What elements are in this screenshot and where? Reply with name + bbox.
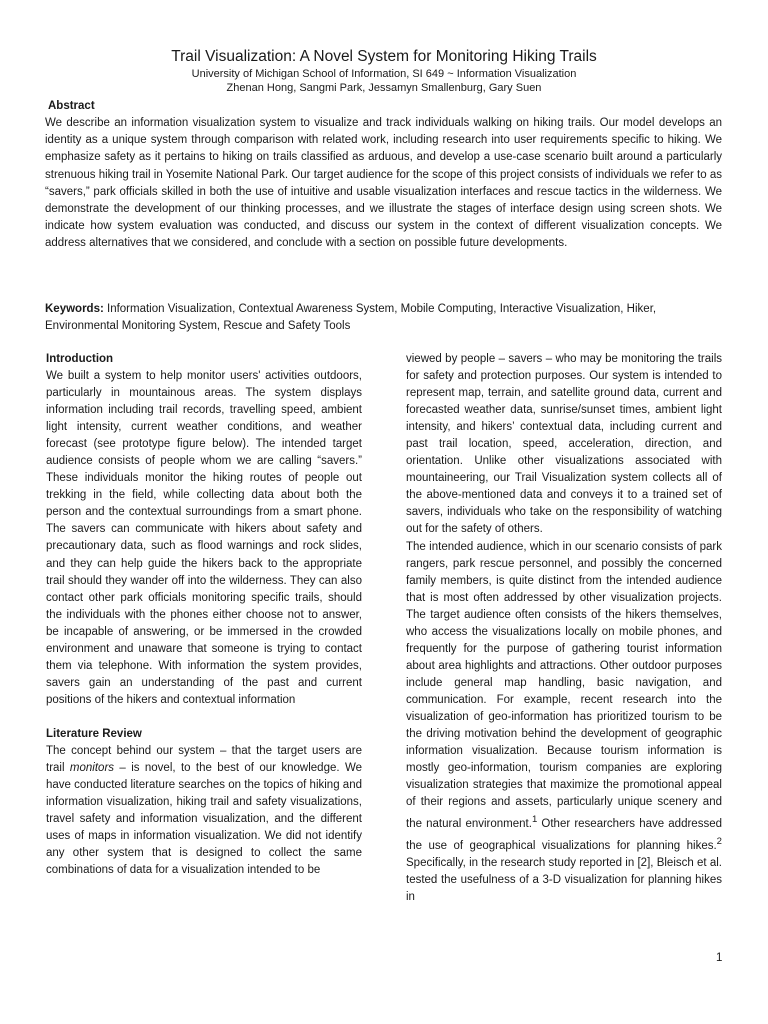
right-para-2-text-2: Other researchers have addressed the use of geographical visualizations for planning hikes. bbox=[406, 818, 722, 852]
literature-review-text bbox=[46, 743, 362, 879]
paper-title: Trail Visualization: A Novel System for Monitoring Hiking Trails bbox=[171, 48, 597, 65]
footnote-ref-2: 2 bbox=[716, 836, 722, 848]
right-para-2 bbox=[406, 539, 722, 907]
right-column bbox=[406, 351, 722, 906]
affiliation: University of Michigan School of Information, SI 649 ~ Information Visualization bbox=[191, 68, 577, 80]
footnote-ref-1: 1 bbox=[531, 814, 538, 826]
right-para-1: viewed by people – savers – who may be monitoring the trails for safety and protection purposes. Our system is intended to represent map, terrain, and satellite ground data, current and forecasted weather data, sunrise/sunset times, ambient light intensity, and hikers’ contextual data, including current and past trail location, speed, acceleration, direction, and orientation. Unlike other visualizations associated with mountaineering, our Trail Visualization system collects all of the above-mentioned data and conveys it to a trained set of savers, individuals who take on the responsibility of watching out for the safety of others. bbox=[406, 353, 722, 536]
left-column bbox=[46, 351, 362, 879]
keywords-text: Information Visualization, Contextual Awareness System, Mobile Computing, Interactive Visualization, Hiker, Environmental Monitoring System, Rescue and Safety Tools bbox=[45, 303, 657, 332]
lit-text-1: The concept behind our system – that the target users are trail bbox=[46, 744, 362, 774]
keywords bbox=[45, 301, 725, 335]
keywords-label: Keywords: bbox=[45, 303, 104, 315]
abstract-heading: Abstract bbox=[48, 100, 95, 112]
lit-italic: monitors bbox=[69, 761, 115, 774]
authors: Zhenan Hong, Sangmi Park, Jessamyn Smallenburg, Gary Suen bbox=[226, 82, 542, 94]
introduction-text: We built a system to help monitor users' activities outdoors, particularly in mountainous areas. The system displays information including trail records, travelling speed, ambient light intensity, current weather conditions, and weather forecast (see prototype figure below). The intended target audience consists of people whom we are calling “savers.” These individuals monitor the hiking routes of people out trekking in the field, while collecting data about both the person and the contextual surroundings from a smart phone. The savers can communicate with hikers about safety and precautionary data, such as flood warnings and rock slides, and they can help guide the hikers back to the appropriate trail should they wander off into the wilderness. They can also contact other park officials monitoring specific trails, should the individuals with the phones either choose not to answer, be incapable of answering, or be immersed in the crowded environment and unaware that someone is trying to contact them via telephone. With information the system provides, savers gain an understanding of the past and current positions of the hikers and contextual information bbox=[46, 370, 362, 706]
introduction-heading: Introduction bbox=[46, 353, 114, 365]
page-number: 1 bbox=[716, 952, 723, 964]
abstract-text: We describe an information visualization system to visualize and track individuals walking on hiking trails. Our model develops an identity as a unique system through comparison with related work, including research into user requirements specific to hiking. We emphasize safety as it pertains to hiking on trails classified as arduous, and develop a use-case scenario built around a particularly strenuous hiking trail in Yosemite National Park. Our target audience for the scope of this project consists of individuals we refer to as “savers,” park officials skilled in both the use of intuitive and usable visualization interfaces and rescue tactics in the wilderness. We demonstrate the development of our thinking processes, and we illustrate the stages of interface design using screen shots. We indicate how system evaluation was conducted, and discuss our system in the context of different visualization concepts. We address alternatives that we considered, and conclude with a section on possible future developments. bbox=[45, 117, 722, 250]
lit-text-2: – is novel, to the best of our knowledge. We have conducted literature searches on the topics of hiking and information visualization, hiking trail and safety visualizations, travel safety and information visualization, and the different uses of maps in information visualization. We did not identify any other system that is designed to collect the same combinations of data for a visualization intended to be bbox=[46, 761, 362, 877]
right-para-2-text-1: The intended audience, which in our scenario consists of park rangers, park rescue personnel, and possibly the concerned family members, is quite distinct from the intended audience that is most often addressed by other visualization projects. The target audience often consists of the hikers themselves, who access the visualizations locally on mobile phones, and frequently for the purpose of gathering tourist information about area highlights and attractions. Other outdoor purposes include general map handling, basic navigation, and communication. For example, recent research into the visualization of geo-information has prioritized tourism to be the driving motivation behind the development of geographic information visualization. Because tourism information is mostly geo-information, tourism companies are exploring visualization strategies that maximize the promotional appeal of their regions and assets, particularly unique scenery and the natural environment. bbox=[406, 540, 722, 831]
section-spacer bbox=[46, 709, 362, 726]
right-para-2-text-3: Specifically, in the research study reported in [2], Bleisch et al. tested the usefulness of a 3-D visualization for planning hikes in bbox=[406, 857, 722, 904]
literature-review-heading: Literature Review bbox=[46, 727, 142, 740]
